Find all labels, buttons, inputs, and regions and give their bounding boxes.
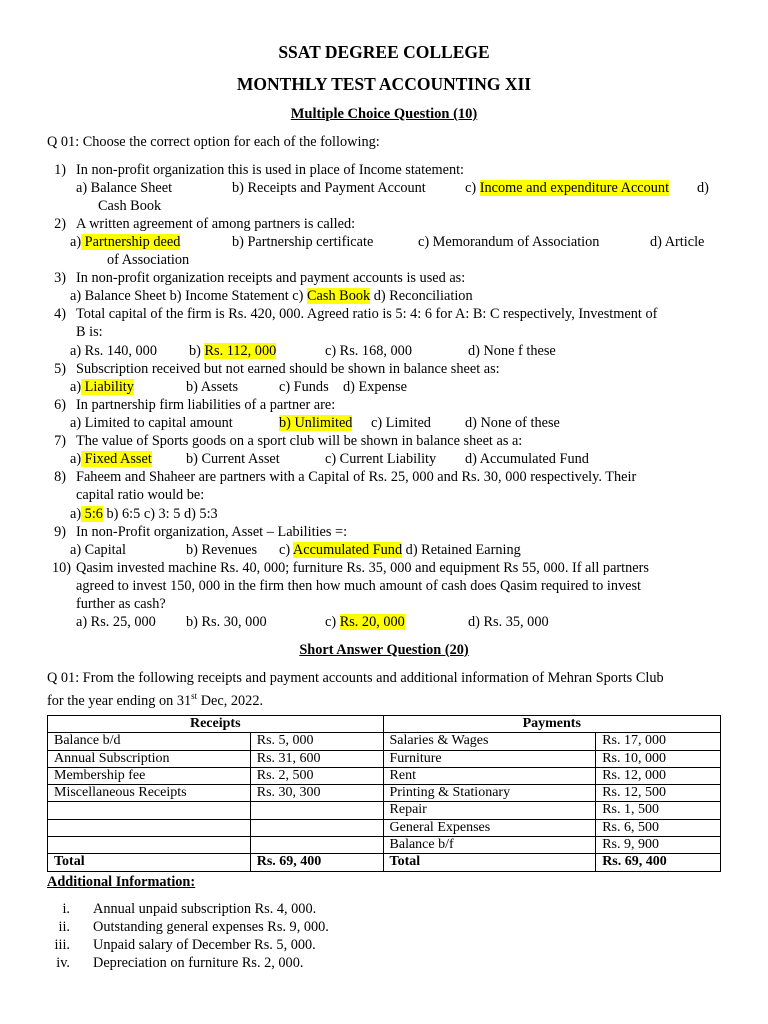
- q7-option-c: c) Current Liability: [325, 451, 437, 467]
- table-row: [48, 785, 721, 802]
- additional-item: Unpaid salary of December Rs. 5, 000.: [93, 937, 316, 953]
- table-row: [48, 750, 721, 767]
- payment-amount: Rs. 12, 500: [596, 785, 721, 802]
- payment-amount: Rs. 17, 000: [596, 733, 721, 750]
- q6-option-d: d) None of these: [465, 415, 560, 431]
- q3-options: a) Balance Sheet b) Income Statement c) Cash Book d) Reconciliation: [70, 288, 473, 304]
- q10-text-cont: agreed to invest 150, 000 in the firm then how much amount of cash does Qasim required to invest: [76, 578, 641, 594]
- payment-label: Repair: [383, 802, 596, 819]
- table-row: [48, 819, 721, 836]
- q3-number: 3): [54, 270, 66, 286]
- q4-option-b: b) Rs. 112, 000: [189, 343, 277, 359]
- short-q1-intro-cont: for the year ending on 31st Dec, 2022.: [47, 691, 264, 709]
- q7-text: The value of Sports goods on a sport club will be shown in balance sheet as a:: [76, 433, 523, 449]
- q4-option-a: a) Rs. 140, 000: [70, 343, 157, 359]
- q1-option-b: b) Receipts and Payment Account: [232, 180, 426, 196]
- table-row: [48, 767, 721, 784]
- additional-info-heading: Additional Information:: [47, 874, 196, 890]
- payment-amount: Rs. 12, 000: [596, 767, 721, 784]
- q2-answer-highlight: Partnership deed: [81, 234, 181, 250]
- payment-amount: Rs. 1, 500: [596, 802, 721, 819]
- q6-answer-highlight: b) Unlimited: [279, 415, 353, 431]
- q6-option-b: [279, 414, 352, 432]
- receipt-amount: Rs. 5, 000: [250, 733, 383, 750]
- q10-option-b: b) Rs. 30, 000: [186, 614, 267, 630]
- q4-text: Total capital of the firm is Rs. 420, 000. Agreed ratio is 5: 4: 6 for A: B: C respectively, Investment of: [76, 306, 658, 322]
- q10-text-cont2: further as cash?: [76, 596, 166, 612]
- table-total-row: [48, 854, 721, 871]
- q1-option-d-text: Cash Book: [98, 198, 162, 214]
- mcq-heading: Multiple Choice Question (10): [290, 106, 478, 122]
- q9-option-b: b) Revenues: [186, 542, 258, 558]
- q3-text: In non-profit organization receipts and payment accounts is used as:: [76, 270, 466, 286]
- q2-option-b: b) Partnership certificate: [232, 234, 374, 250]
- table-row: [48, 802, 721, 819]
- payment-label: Balance b/f: [383, 837, 596, 854]
- receipt-amount: Rs. 2, 500: [250, 767, 383, 784]
- payments-header: Payments: [383, 716, 720, 733]
- additional-item: Depreciation on furniture Rs. 2, 000.: [93, 955, 304, 971]
- q5-option-b: b) Assets: [186, 379, 239, 395]
- q4-option-d: d) None f these: [468, 343, 556, 359]
- receipt-amount: [250, 837, 383, 854]
- receipt-amount: [250, 802, 383, 819]
- receipts-total-amount: Rs. 69, 400: [250, 854, 383, 871]
- payment-label: Rent: [383, 767, 596, 784]
- table-row: [48, 837, 721, 854]
- short-q1-intro: Q 01: From the following receipts and payment accounts and additional information of Mehran Sports Club: [47, 670, 664, 686]
- q1-answer-highlight: Income and expenditure Account: [479, 180, 670, 196]
- receipts-total-label: Total: [48, 854, 251, 871]
- payment-label: General Expenses: [383, 819, 596, 836]
- receipt-label: [48, 837, 251, 854]
- q4-number: 4): [54, 306, 66, 322]
- receipt-amount: Rs. 30, 300: [250, 785, 383, 802]
- q5-answer-highlight: Liability: [81, 379, 134, 395]
- q5-option-d: d) Expense: [343, 379, 407, 395]
- q10-option-d: d) Rs. 35, 000: [468, 614, 549, 630]
- mcq-intro: Q 01: Choose the correct option for each of the following:: [47, 134, 380, 150]
- additional-item-number: ii.: [58, 919, 70, 935]
- q6-option-c: c) Limited: [371, 415, 431, 431]
- additional-item-number: iii.: [54, 937, 70, 953]
- q1-option-a: a) Balance Sheet: [76, 180, 173, 196]
- receipt-label: Annual Subscription: [48, 750, 251, 767]
- q6-text: In partnership firm liabilities of a partner are:: [76, 397, 336, 413]
- q8-number: 8): [54, 469, 66, 485]
- receipts-payments-table: [47, 715, 721, 872]
- q10-option-a: a) Rs. 25, 000: [76, 614, 156, 630]
- q1-option-d: d): [697, 180, 709, 196]
- table-header-row: [48, 716, 721, 733]
- q5-number: 5): [54, 361, 66, 377]
- q10-number: 10): [51, 560, 71, 576]
- receipt-label: Balance b/d: [48, 733, 251, 750]
- q7-option-a: a) Fixed Asset: [70, 451, 152, 467]
- test-title: MONTHLY TEST ACCOUNTING XII: [236, 74, 532, 94]
- q8-answer-highlight: 5:6: [81, 506, 103, 522]
- q4-option-c: c) Rs. 168, 000: [325, 343, 412, 359]
- payment-label: Furniture: [383, 750, 596, 767]
- table-row: [48, 733, 721, 750]
- q7-option-d: d) Accumulated Fund: [465, 451, 589, 467]
- receipt-amount: Rs. 31, 600: [250, 750, 383, 767]
- receipt-amount: [250, 819, 383, 836]
- q9-option-a: a) Capital: [70, 542, 126, 558]
- q5-text: Subscription received but not earned should be shown in balance sheet as:: [76, 361, 500, 377]
- payment-amount: Rs. 6, 500: [596, 819, 721, 836]
- q7-number: 7): [54, 433, 66, 449]
- q1-option-c: c) Income and expenditure Account: [465, 180, 670, 196]
- q4-text-cont: B is:: [76, 324, 103, 340]
- payments-total-label: Total: [383, 854, 596, 871]
- q4-answer-highlight: Rs. 112, 000: [204, 343, 277, 359]
- q8-text-cont: capital ratio would be:: [76, 487, 205, 503]
- payment-amount: Rs. 9, 900: [596, 837, 721, 854]
- q6-option-a: a) Limited to capital amount: [70, 415, 233, 431]
- q7-answer-highlight: Fixed Asset: [81, 451, 152, 467]
- payment-label: Printing & Stationary: [383, 785, 596, 802]
- q10-option-c: c) Rs. 20, 000: [325, 614, 405, 630]
- additional-item: Annual unpaid subscription Rs. 4, 000.: [93, 901, 317, 917]
- college-title: SSAT DEGREE COLLEGE: [278, 42, 490, 62]
- q9-text: In non-Profit organization, Asset – Labilities =:: [76, 524, 348, 540]
- q5-option-c: c) Funds: [279, 379, 329, 395]
- short-answer-heading: Short Answer Question (20): [299, 642, 469, 658]
- receipt-label: [48, 802, 251, 819]
- receipt-label: Miscellaneous Receipts: [48, 785, 251, 802]
- q2-option-d-text: of Association: [107, 252, 190, 268]
- q9-option-cd: c) Accumulated Fund d) Retained Earning: [279, 542, 521, 558]
- payment-label: Salaries & Wages: [383, 733, 596, 750]
- q1-text: In non-profit organization this is used in place of Income statement:: [76, 162, 465, 178]
- q2-option-c: c) Memorandum of Association: [418, 234, 600, 250]
- q2-text: A written agreement of among partners is called:: [76, 216, 356, 232]
- receipt-label: Membership fee: [48, 767, 251, 784]
- payment-amount: Rs. 10, 000: [596, 750, 721, 767]
- q1-number: 1): [54, 162, 66, 178]
- additional-item: Outstanding general expenses Rs. 9, 000.: [93, 919, 329, 935]
- q8-options: a) 5:6 b) 6:5 c) 3: 5 d) 5:3: [70, 506, 218, 522]
- q2-option-a: a) Partnership deed: [70, 234, 181, 250]
- q9-number: 9): [54, 524, 66, 540]
- additional-item-number: i.: [62, 901, 70, 917]
- q6-number: 6): [54, 397, 66, 413]
- receipt-label: [48, 819, 251, 836]
- q3-answer-highlight: Cash Book: [307, 288, 371, 304]
- q2-option-d: d) Article: [650, 234, 705, 250]
- q8-text: Faheem and Shaheer are partners with a Capital of Rs. 25, 000 and Rs. 30, 000 respectively. Their: [76, 469, 637, 485]
- q2-number: 2): [54, 216, 66, 232]
- additional-item-number: iv.: [56, 955, 70, 971]
- q5-option-a: a) Liability: [70, 379, 134, 395]
- q10-answer-highlight: Rs. 20, 000: [339, 614, 405, 630]
- payments-total-amount: Rs. 69, 400: [596, 854, 721, 871]
- q9-answer-highlight: Accumulated Fund: [292, 542, 403, 558]
- q10-text: Qasim invested machine Rs. 40, 000; furniture Rs. 35, 000 and equipment Rs 55, 000. If all partners: [76, 560, 649, 576]
- q7-option-b: b) Current Asset: [186, 451, 280, 467]
- receipts-header: Receipts: [48, 716, 384, 733]
